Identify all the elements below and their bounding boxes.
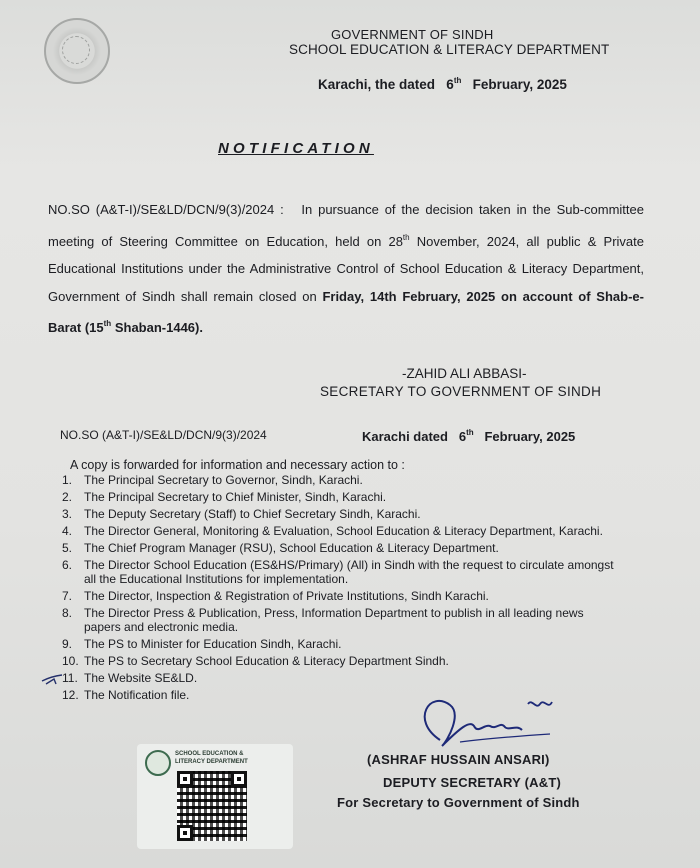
issue-date-rest: February, 2025 bbox=[472, 77, 567, 92]
deputy-secretary-name: (ASHRAF HUSSAIN ANSARI) bbox=[367, 752, 550, 767]
body-text-2: November, 2024, all public & Private Educational Institutions under the Administrative Control of School Education & Literacy Department, Government of Sindh shall remain closed on bbox=[48, 233, 644, 304]
handwritten-tick-icon bbox=[40, 672, 80, 686]
list-item bbox=[62, 507, 622, 521]
list-item bbox=[62, 558, 622, 586]
issue-date-prefix: Karachi, the dated bbox=[318, 77, 436, 92]
list-item-text: The Notification file. bbox=[84, 688, 190, 702]
list-item-text: The Principal Secretary to Chief Minister, Sindh, Karachi. bbox=[84, 490, 387, 504]
list-item-number: 7. bbox=[62, 589, 73, 603]
secretary-name: -ZAHID ALI ABBASI- bbox=[402, 366, 527, 381]
list-item-number: 11. bbox=[62, 671, 78, 685]
forward-date bbox=[362, 428, 575, 444]
qr-finder-icon bbox=[231, 771, 247, 787]
list-item-text: The PS to Secretary School Education & Literacy Department Sindh. bbox=[84, 654, 449, 668]
body-bold-1: Friday, 14th February, 2025 on account of Shab-e-Barat (15 bbox=[48, 288, 644, 335]
notification-body bbox=[48, 196, 644, 342]
list-item bbox=[62, 606, 622, 634]
list-item-text: The Chief Program Manager (RSU), School Education & Literacy Department. bbox=[84, 541, 499, 555]
body-bold-2: Shaban-1446). bbox=[114, 320, 203, 335]
qr-finder-icon bbox=[177, 825, 193, 841]
qr-finder-icon bbox=[177, 771, 193, 787]
list-item bbox=[62, 524, 622, 538]
list-item-text: The Director Press & Publication, Press, Information Department to publish in all leading news papers and electronic media. bbox=[84, 606, 584, 634]
secretary-title: SECRETARY TO GOVERNMENT OF SINDH bbox=[320, 384, 602, 399]
list-item-text: The Principal Secretary to Governor, Sindh, Karachi. bbox=[84, 473, 363, 487]
department-logo-icon bbox=[145, 750, 171, 776]
list-item-number: 9. bbox=[62, 637, 73, 651]
list-item-number: 8. bbox=[62, 606, 73, 620]
deputy-secretary-title: DEPUTY SECRETARY (A&T) bbox=[383, 775, 561, 790]
list-item-number: 10. bbox=[62, 654, 79, 668]
reference-number: NO.SO (A&T-I)/SE&LD/DCN/9(3)/2024 : bbox=[48, 202, 284, 217]
list-item bbox=[62, 490, 622, 504]
list-item-number: 2. bbox=[62, 490, 73, 504]
issue-date-day: 6 bbox=[446, 77, 454, 92]
list-item bbox=[62, 473, 622, 487]
list-item-number: 12. bbox=[62, 688, 79, 702]
list-item-text: The Website SE&LD. bbox=[84, 671, 198, 685]
forward-date-day: 6 bbox=[458, 429, 467, 444]
list-item-number: 3. bbox=[62, 507, 73, 521]
list-item bbox=[62, 541, 622, 555]
qr-card-line-1: SCHOOL EDUCATION & bbox=[175, 751, 244, 757]
issue-date-sup: th bbox=[453, 76, 462, 85]
issue-date bbox=[318, 76, 567, 92]
list-item-text: The Deputy Secretary (Staff) to Chief Secretary Sindh, Karachi. bbox=[84, 507, 421, 521]
distribution-list bbox=[62, 473, 622, 705]
government-seal-icon bbox=[44, 18, 110, 84]
list-item-text: The Director School Education (ES&HS/Primary) (All) in Sindh with the request to circulate amongst all the Educational Institutions for implementation. bbox=[84, 558, 614, 586]
list-item bbox=[62, 589, 622, 603]
list-item-text: The PS to Minister for Education Sindh, Karachi. bbox=[84, 637, 342, 651]
list-item bbox=[62, 637, 622, 651]
list-item-number: 4. bbox=[62, 524, 73, 538]
body-sup-2: th bbox=[103, 319, 112, 328]
forward-intro: A copy is forwarded for information and necessary action to : bbox=[70, 458, 405, 472]
forward-date-rest: February, 2025 bbox=[484, 429, 576, 444]
body-text-1: In pursuance of the decision taken in the Sub-committee meeting of Steering Committee on Education, held on 28 bbox=[48, 202, 644, 249]
handwritten-signature-icon bbox=[400, 680, 580, 760]
list-item-number: 5. bbox=[62, 541, 73, 555]
document-title: NOTIFICATION bbox=[218, 140, 374, 157]
list-item bbox=[62, 654, 622, 668]
qr-code-icon[interactable] bbox=[177, 771, 247, 841]
list-item-text: The Director, Inspection & Registration of Private Institutions, Sindh Karachi. bbox=[84, 589, 489, 603]
list-item-number: 6. bbox=[62, 558, 73, 572]
deputy-secretary-for: For Secretary to Government of Sindh bbox=[337, 795, 580, 810]
qr-verification-card bbox=[137, 744, 293, 849]
qr-card-line-2: LITERACY DEPARTMENT bbox=[175, 759, 248, 765]
forward-date-prefix: Karachi dated bbox=[362, 429, 448, 444]
list-item-number: 1. bbox=[62, 473, 73, 487]
forward-reference: NO.SO (A&T-I)/SE&LD/DCN/9(3)/2024 bbox=[60, 428, 267, 442]
body-sup-1: th bbox=[402, 232, 410, 242]
department-heading: SCHOOL EDUCATION & LITERACY DEPARTMENT bbox=[289, 42, 610, 57]
list-item-text: The Director General, Monitoring & Evaluation, School Education & Literacy Department, Karachi. bbox=[84, 524, 603, 538]
forward-date-sup: th bbox=[466, 428, 474, 437]
government-heading: GOVERNMENT OF SINDH bbox=[331, 27, 494, 42]
